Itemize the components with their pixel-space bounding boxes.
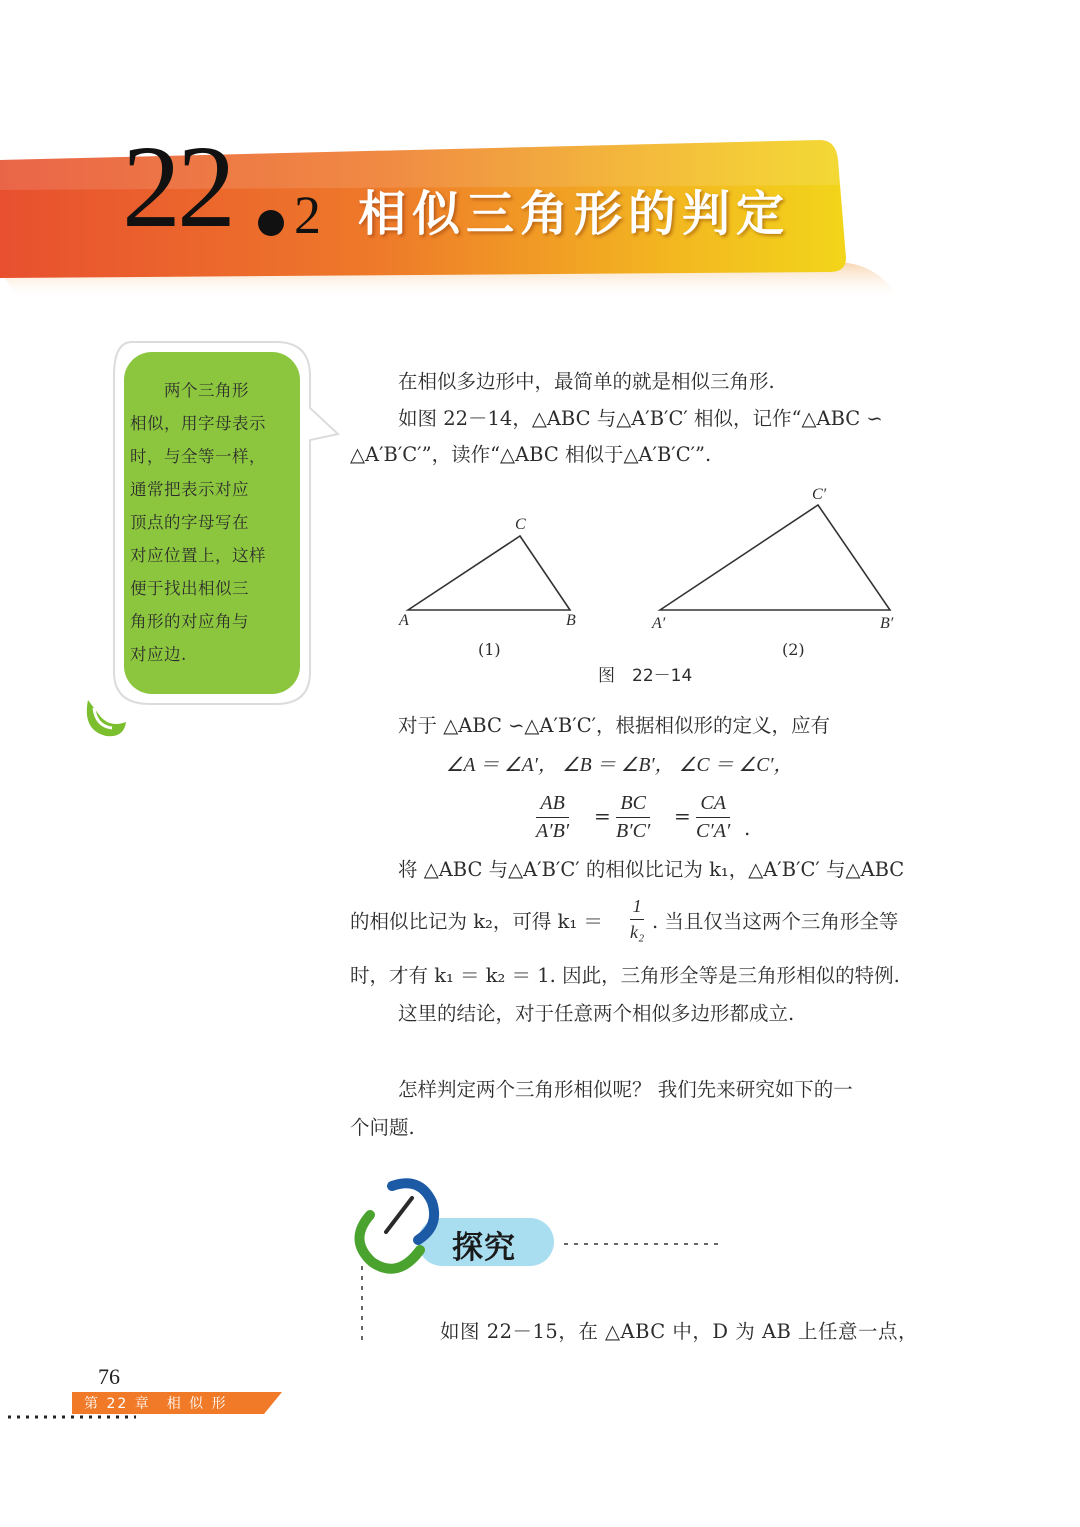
tri2-label-a: A′ — [652, 615, 666, 632]
section-title: 相似三角形的判定 — [358, 186, 791, 242]
chapter-footer-label: 第 22 章 相 似 形 — [84, 1396, 228, 1412]
tri2-label-c: C′ — [812, 486, 827, 503]
paragraph-4-line-1: 将 △ABC 与△A′B′C′ 的相似比记为 k₁，△A′B′C′ 与△ABC — [398, 858, 905, 881]
section-number: 2 — [294, 185, 321, 245]
tri1-label-b: B — [566, 612, 576, 629]
ratio-numerator-1: AB — [540, 792, 565, 814]
paragraph-4-line-2b: . 当且仅当这两个三角形全等 — [652, 910, 899, 933]
footer-dotted-line — [8, 1414, 138, 1420]
paragraph-4-line-3: 时，才有 k₁ ＝ k₂ ＝ 1. 因此，三角形全等是三角形相似的特例. — [350, 964, 900, 987]
figure-caption: 图 22－14 — [598, 666, 693, 686]
tri1-label-a: A — [399, 612, 409, 629]
chapter-number: 22 — [122, 121, 232, 252]
ratio-fraction-2 — [616, 792, 650, 843]
tri1-sub-label: (1) — [478, 640, 501, 659]
ratio-fraction-3 — [696, 792, 730, 843]
ratio-denominator-1: A′B′ — [536, 820, 570, 842]
k-fraction — [630, 896, 644, 943]
paragraph-6-line-1: 怎样判定两个三角形相似呢？ 我们先来研究如下的一 — [398, 1078, 853, 1101]
ratio-denominator-2: B′C′ — [616, 820, 651, 842]
section-dot — [258, 210, 284, 236]
triangle-2 — [660, 505, 890, 610]
ratio-equals-1: = — [594, 804, 611, 828]
paragraph-6-line-2: 个问题. — [350, 1116, 415, 1139]
ratio-numerator-3: CA — [700, 792, 726, 814]
ratio-denominator-3: C′A′ — [696, 820, 731, 842]
paragraph-1: 在相似多边形中，最简单的就是相似三角形. — [398, 370, 775, 393]
page-number: 76 — [98, 1364, 120, 1389]
ratio-numerator-2: BC — [620, 792, 646, 814]
k-fraction-denominator: k₂ — [630, 922, 645, 942]
paragraph-2-line-2: △A′B′C′”，读作“△ABC 相似于△A′B′C′”. — [350, 443, 712, 466]
ratio-period: . — [744, 816, 751, 840]
leaf-icon — [87, 700, 126, 736]
paragraph-5: 这里的结论，对于任意两个相似多边形都成立. — [398, 1002, 795, 1025]
k-fraction-numerator: 1 — [632, 896, 642, 916]
paragraph-3: 对于 △ABC ∽△A′B′C′，根据相似形的定义，应有 — [398, 714, 831, 737]
side-note-text: 两个三角形 相似，用字母表示 时，与全等一样， 通常把表示对应 顶点的字母写在 对应位置上，这样 便于找出相似三 角形的对应角与 对应边. — [130, 381, 266, 664]
paragraph-2-line-1: 如图 22－14，△ABC 与△A′B′C′ 相似，记作“△ABC ∽ — [398, 407, 883, 430]
angle-equalities: ∠A ＝ ∠A′， ∠B ＝ ∠B′， ∠C ＝ ∠C′， — [446, 755, 793, 776]
explore-title: 探究 — [452, 1230, 516, 1266]
tri1-label-c: C — [515, 516, 526, 533]
tri2-sub-label: (2) — [782, 640, 805, 659]
triangle-1 — [408, 536, 570, 610]
ratio-equals-2: = — [674, 804, 691, 828]
paragraph-4-line-2a: 的相似比记为 k₂，可得 k₁ ＝ — [350, 910, 603, 933]
explore-text: 如图 22－15，在 △ABC 中，D 为 AB 上任意一点， — [440, 1320, 919, 1343]
tri2-label-b: B′ — [880, 615, 894, 632]
ratio-fraction-1 — [536, 792, 569, 843]
